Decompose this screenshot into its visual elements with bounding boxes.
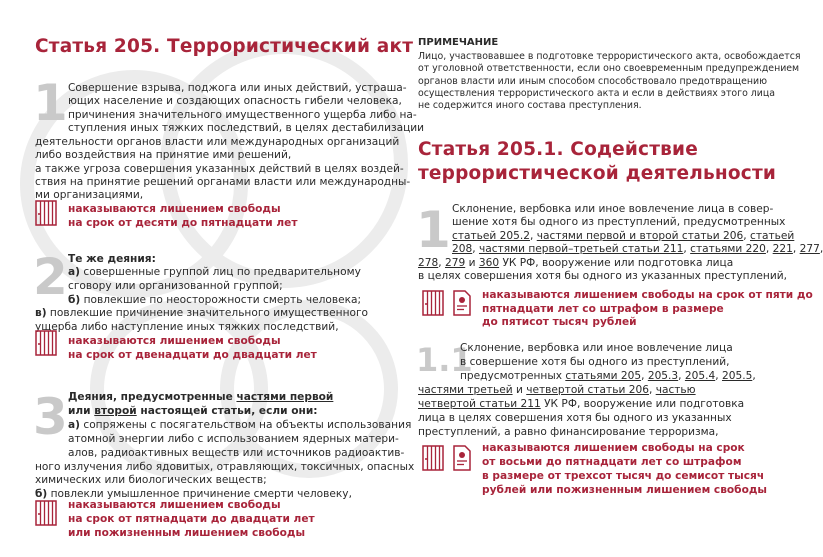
text-segment: в целях совершения хотя бы одного из указанных преступлений, bbox=[418, 270, 787, 282]
text-segment: б) bbox=[35, 488, 48, 500]
text-segment: , bbox=[715, 370, 722, 382]
penalty-text: в размере от трехсот тысяч до семисот тысяч bbox=[482, 470, 765, 482]
text-segment: атомной энергии либо с использованием ядерных матери- bbox=[68, 433, 399, 445]
penalty-text: наказываются лишением свободы bbox=[68, 499, 281, 511]
paragraph-line bbox=[68, 253, 156, 266]
text-segment: Склонение, вербовка или иное вовлечение лица в совер- bbox=[452, 203, 774, 215]
paragraph-line bbox=[35, 163, 404, 176]
text-segment: ми организациями, bbox=[35, 189, 144, 201]
part-number: 1.1 bbox=[416, 341, 473, 379]
paragraph-line bbox=[35, 307, 368, 320]
text-segment: Склонение, вербовка или иное вовлечение лица bbox=[460, 342, 733, 354]
text-segment: , bbox=[472, 243, 479, 255]
text-segment: ствия на принятие решений органами власти или международны- bbox=[35, 176, 411, 188]
text-segment: в совершение хотя бы одного из преступлений, bbox=[460, 356, 730, 368]
text-segment: ступления иных тяжких последствий, в целях дестабилизации bbox=[68, 122, 425, 134]
paragraph-line bbox=[418, 398, 744, 411]
paragraph-line bbox=[68, 95, 402, 108]
article-title: Статья 205.1. Содействие bbox=[418, 139, 698, 160]
law-reference-link[interactable]: статьей bbox=[750, 230, 795, 242]
text-segment: , bbox=[648, 384, 656, 396]
paragraph-line bbox=[68, 294, 361, 307]
paragraph-line bbox=[418, 270, 787, 283]
law-reference-link[interactable]: статьями 205 bbox=[565, 370, 642, 382]
text-segment: сопряжены с посягательством на объекты использования bbox=[80, 419, 412, 431]
law-reference-link[interactable]: статьей 205.2 bbox=[452, 230, 530, 242]
penalty-text: на срок от двенадцати до двадцати лет bbox=[68, 349, 317, 361]
text-segment: ущерба либо наступление иных тяжких последствий, bbox=[35, 321, 339, 333]
prison-bars-icon bbox=[35, 330, 57, 356]
text-segment: и bbox=[512, 384, 527, 396]
text-segment: совершенные группой лиц по предварительному bbox=[80, 266, 361, 278]
paragraph-line bbox=[418, 384, 696, 397]
paragraph-line bbox=[35, 321, 339, 334]
text-segment: а) bbox=[68, 266, 80, 278]
text-segment: и bbox=[465, 257, 479, 269]
text-segment: , bbox=[743, 230, 750, 242]
paragraph-line bbox=[68, 419, 411, 432]
penalty-text: рублей или пожизненным лишением свободы bbox=[482, 484, 767, 496]
text-segment: , bbox=[792, 243, 800, 255]
paragraph-line bbox=[68, 447, 404, 460]
paragraph-line bbox=[452, 203, 773, 216]
prison-bars-icon bbox=[422, 445, 444, 471]
law-reference-link[interactable]: частью bbox=[655, 384, 696, 396]
paragraph-line bbox=[35, 474, 267, 487]
paragraph-line bbox=[35, 136, 399, 149]
penalty-text: наказываются лишением свободы на срок от пяти до bbox=[482, 289, 813, 301]
note-title: ПРИМЕЧАНИЕ bbox=[418, 37, 499, 48]
text-segment: деятельности органов власти или международных организаций bbox=[35, 136, 400, 148]
penalty-text: наказываются лишением свободы bbox=[68, 335, 281, 347]
law-reference-link[interactable]: 205.4 bbox=[684, 370, 716, 382]
law-reference-link[interactable]: 221 bbox=[772, 243, 793, 255]
part-number: 1 bbox=[416, 201, 451, 259]
law-reference-link[interactable]: частями первой и второй статьи 206 bbox=[536, 230, 744, 242]
part-number: 3 bbox=[33, 388, 68, 446]
text-segment: преступлений, а равно финансирование терроризма, bbox=[418, 426, 719, 438]
note-line: органов власти или иным способом способствовало предотвращению bbox=[418, 75, 767, 87]
paragraph-line bbox=[418, 426, 719, 439]
text-segment: настоящей статьи, если они: bbox=[136, 405, 318, 417]
paragraph-line bbox=[452, 243, 823, 256]
note-line: от уголовной ответственности, если оно своевременным предупреждением bbox=[418, 63, 800, 75]
penalty-text: наказываются лишением свободы bbox=[68, 203, 281, 215]
law-reference-link[interactable]: статьями 220 bbox=[690, 243, 766, 255]
paragraph-line bbox=[460, 370, 756, 383]
paragraph-line bbox=[68, 266, 361, 279]
text-segment: , bbox=[641, 370, 648, 382]
paragraph-line bbox=[68, 82, 407, 95]
prison-bars-icon bbox=[422, 445, 444, 475]
law-reference-link[interactable]: четвертой статьи 206 bbox=[526, 384, 649, 396]
law-reference-link[interactable]: четвертой статьи 211 bbox=[418, 398, 541, 410]
text-segment: УК РФ, вооружение или подготовка лица bbox=[499, 257, 734, 269]
prison-bars-icon bbox=[35, 200, 57, 230]
law-reference-link[interactable]: частями первой–третьей статьи 211 bbox=[478, 243, 684, 255]
law-reference-link[interactable]: частями третьей bbox=[418, 384, 513, 396]
paragraph-line bbox=[68, 109, 417, 122]
law-reference-link[interactable]: 205.3 bbox=[647, 370, 679, 382]
text-segment: Те же деяния: bbox=[68, 253, 156, 265]
fine-document-icon bbox=[452, 445, 472, 475]
note-line: не содержится иного состава преступления. bbox=[418, 100, 642, 112]
prison-bars-icon bbox=[35, 200, 57, 226]
text-segment: повлекшие по неосторожности смерть человека; bbox=[80, 294, 362, 306]
law-reference-link[interactable]: 278 bbox=[418, 257, 439, 269]
paragraph-line bbox=[68, 280, 283, 293]
law-reference-link[interactable]: 208 bbox=[452, 243, 473, 255]
penalty-text: на срок от пятнадцати до двадцати лет bbox=[68, 513, 315, 525]
text-segment: повлекшие причинение значительного имущественного bbox=[46, 307, 369, 319]
text-segment: , bbox=[530, 230, 537, 242]
text-segment: Совершение взрыва, поджога или иных действий, устраша- bbox=[68, 82, 407, 94]
penalty-text: от восьми до пятнадцати лет со штрафом bbox=[482, 456, 742, 468]
fine-document-icon bbox=[452, 290, 472, 316]
text-segment: , bbox=[678, 370, 685, 382]
text-segment: , bbox=[819, 243, 823, 255]
text-segment: в) bbox=[35, 307, 47, 319]
prison-bars-icon bbox=[35, 500, 57, 530]
text-segment: причинения значительного имущественного ущерба либо на- bbox=[68, 109, 417, 121]
text-segment: предусмотренных bbox=[460, 370, 566, 382]
paragraph-line bbox=[68, 433, 399, 446]
penalty-text: на срок от десяти до пятнадцати лет bbox=[68, 217, 298, 229]
text-segment: алов, радиоактивных веществ или источников радиоактив- bbox=[68, 447, 405, 459]
text-segment: , bbox=[683, 243, 691, 255]
text-segment: лица в целях совершения хотя бы одного из указанных bbox=[418, 412, 732, 424]
text-segment: а) bbox=[68, 419, 80, 431]
fine-document-icon bbox=[452, 445, 472, 471]
law-reference-link[interactable]: 277 bbox=[799, 243, 820, 255]
prison-bars-icon bbox=[35, 500, 57, 526]
paragraph-line bbox=[35, 461, 414, 474]
article-title: террористической деятельности bbox=[418, 163, 777, 184]
paragraph-line bbox=[452, 230, 794, 243]
paragraph-line bbox=[68, 122, 424, 135]
paragraph-line bbox=[418, 257, 733, 270]
text-segment: повлекли умышленное причинение смерти человеку, bbox=[47, 488, 352, 500]
note-line: осуществления террористического акта и если в действиях этого лица bbox=[418, 87, 775, 99]
text-segment: сговору или организованной группой; bbox=[68, 280, 283, 292]
paragraph-line bbox=[460, 356, 729, 369]
prison-bars-icon bbox=[422, 290, 444, 316]
prison-bars-icon bbox=[422, 290, 444, 320]
text-segment: УК РФ, вооружение или подготовка bbox=[540, 398, 745, 410]
text-segment: либо воздействия на принятие ими решений, bbox=[35, 149, 292, 161]
penalty-text: наказываются лишением свободы на срок bbox=[482, 442, 745, 454]
text-segment: , bbox=[438, 257, 445, 269]
text-segment: Деяния, предусмотренные bbox=[68, 391, 237, 403]
paragraph-line bbox=[35, 176, 410, 189]
text-segment: ного излучения либо ядовитых, отравляющих, токсичных, опасных bbox=[35, 461, 415, 473]
part-number: 2 bbox=[33, 248, 68, 306]
note-line: Лицо, участвовавшее в подготовке террористического акта, освобождается bbox=[418, 51, 801, 62]
penalty-text: или пожизненным лишением свободы bbox=[68, 527, 306, 539]
paragraph-line bbox=[418, 412, 732, 425]
paragraph-line bbox=[68, 391, 333, 404]
text-segment: , bbox=[752, 370, 756, 382]
paragraph-line bbox=[460, 342, 733, 355]
text-segment: ющих население и создающих опасность гибели человека, bbox=[68, 95, 402, 107]
law-reference-link[interactable]: частями первой bbox=[236, 391, 334, 403]
paragraph-line bbox=[68, 405, 318, 418]
law-reference-link[interactable]: 279 bbox=[444, 257, 466, 269]
law-reference-link[interactable]: второй bbox=[94, 405, 137, 417]
penalty-text: до пятисот тысяч рублей bbox=[482, 316, 637, 328]
paragraph-line bbox=[452, 216, 785, 229]
prison-bars-icon bbox=[35, 330, 57, 360]
article-title: Статья 205. Террористический акт bbox=[35, 36, 414, 57]
part-number: 1 bbox=[33, 74, 68, 132]
fine-document-icon bbox=[452, 290, 472, 320]
text-segment: а также угроза совершения указанных действий в целях воздей- bbox=[35, 163, 404, 175]
text-segment: шение хотя бы одного из преступлений, предусмотренных bbox=[452, 216, 786, 228]
text-segment: б) bbox=[68, 294, 81, 306]
paragraph-line bbox=[35, 149, 291, 162]
text-segment: , bbox=[765, 243, 773, 255]
law-reference-link[interactable]: 360 bbox=[478, 257, 500, 269]
penalty-text: пятнадцати лет со штрафом в размере bbox=[482, 303, 724, 315]
text-segment: химических или биологических веществ; bbox=[35, 474, 267, 486]
text-segment: или bbox=[68, 405, 95, 417]
law-reference-link[interactable]: 205.5 bbox=[721, 370, 753, 382]
